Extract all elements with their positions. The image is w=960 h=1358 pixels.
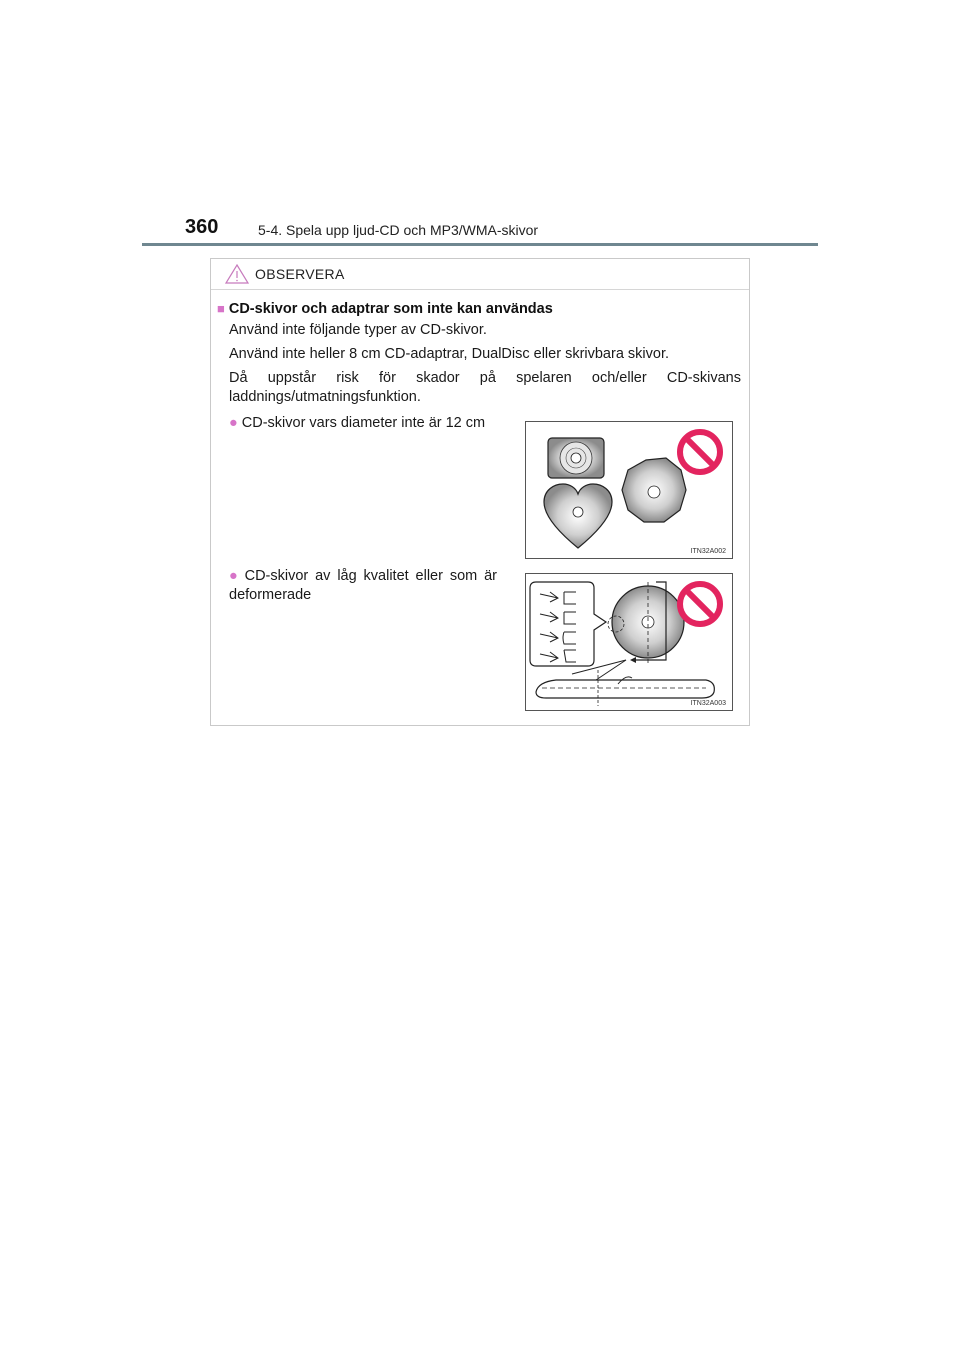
notice-label: OBSERVERA [255,266,345,282]
bullet-marker: ● [229,568,241,584]
notice-header [211,259,749,290]
deformed-discs-illustration [526,574,732,710]
heading-marker: ■ [217,301,225,316]
figure-code: ITN32A003 [690,700,726,707]
figure-odd-shaped-discs [525,421,733,559]
bullet-item-1 [229,414,497,433]
bullet-text: CD-skivor av låg kvalitet eller som är deformerade [229,568,497,603]
odd-shaped-discs-illustration [526,422,732,558]
paragraph-2: Använd inte heller 8 cm CD-adaptrar, DualDisc eller skrivbara skivor. [229,346,670,362]
page-number: 360 [185,216,219,238]
paragraph-3: Då uppstår risk för skador på spelaren och/eller CD-skivans laddnings/utmatningsfunktion. [229,370,741,405]
paragraph-1: Använd inte följande typer av CD-skivor. [229,322,487,338]
notice-heading [217,301,553,317]
heading-text: CD-skivor och adaptrar som inte kan användas [228,301,553,317]
notice-box [210,258,750,726]
bullet-item-2 [229,567,497,605]
bullet-text: CD-skivor vars diameter inte är 12 cm [241,415,486,431]
section-title: 5-4. Spela upp ljud-CD och MP3/WMA-skivor [258,222,539,238]
warning-triangle-icon [225,264,249,284]
bullet-marker: ● [229,415,238,431]
figure-code: ITN32A002 [690,548,726,555]
figure-deformed-discs [525,573,733,711]
header-rule [142,243,818,246]
